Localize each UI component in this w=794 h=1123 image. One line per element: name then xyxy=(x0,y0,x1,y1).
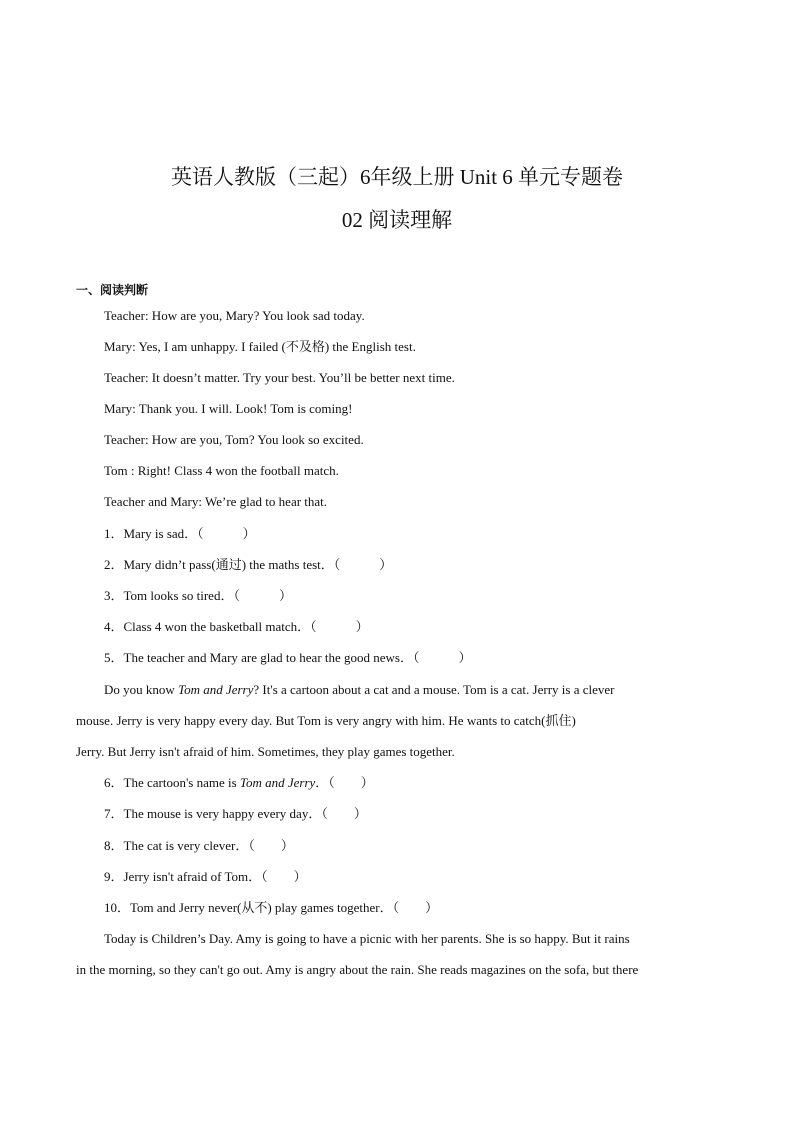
dialogue-line: Teacher: How are you, Mary? You look sad today. xyxy=(104,308,365,323)
dialogue-line: Teacher and Mary: We’re glad to hear that. xyxy=(104,494,328,509)
question-item: 7．The mouse is very happy every day．（ ） xyxy=(104,806,367,821)
passage-text: Do you know xyxy=(104,682,179,697)
dialogue-line: Tom : Right! Class 4 won the football match. xyxy=(104,463,339,478)
passage-line: Today is Children’s Day. Amy is going to have a picnic with her parents. She is so happy. But it rains xyxy=(104,931,630,946)
passage-line: mouse. Jerry is very happy every day. But Tom is very angry with him. He wants to catch(抓住) xyxy=(76,713,576,728)
question-item: 3．Tom looks so tired．（ ） xyxy=(104,588,292,603)
question-text: ．（ ） xyxy=(315,775,374,790)
question-italic: Tom and Jerry xyxy=(239,775,316,790)
question-item: 8．The cat is very clever．（ ） xyxy=(104,838,294,853)
question-item xyxy=(104,773,374,793)
question-text: 6．The cartoon's name is xyxy=(104,775,240,790)
dialogue-line: Mary: Yes, I am unhappy. I failed (不及格) the English test. xyxy=(104,339,416,354)
question-item: 10．Tom and Jerry never(从不) play games together．（ ） xyxy=(104,900,439,915)
dialogue-line: Teacher: It doesn’t matter. Try your best. You’ll be better next time. xyxy=(104,370,455,385)
question-item: 5．The teacher and Mary are glad to hear the good news．（ ） xyxy=(104,650,472,665)
passage-line xyxy=(104,680,614,700)
question-item: 2．Mary didn’t pass(通过) the maths test．（ ） xyxy=(104,557,393,572)
passage-line: Jerry. But Jerry isn't afraid of him. Sometimes, they play games together. xyxy=(76,744,455,759)
passage-line: in the morning, so they can't go out. Amy is angry about the rain. She reads magazines on the sofa, but there xyxy=(76,962,639,977)
question-item: 4．Class 4 won the basketball match．（ ） xyxy=(104,619,369,634)
passage-title-italic: Tom and Jerry xyxy=(178,682,254,697)
section-heading: 一、阅读判断 xyxy=(76,283,149,297)
dialogue-line: Mary: Thank you. I will. Look! Tom is coming! xyxy=(104,401,353,416)
question-item: 1．Mary is sad．（ ） xyxy=(104,526,256,541)
document-title: 英语人教版（三起）6年级上册 Unit 6 单元专题卷 xyxy=(170,165,624,189)
dialogue-line: Teacher: How are you, Tom? You look so excited. xyxy=(104,432,364,447)
passage-text: ? It's a cartoon about a cat and a mouse. Tom is a cat. Jerry is a clever xyxy=(253,682,615,697)
document-subtitle: 02 阅读理解 xyxy=(341,208,453,232)
question-item: 9．Jerry isn't afraid of Tom．（ ） xyxy=(104,869,307,884)
